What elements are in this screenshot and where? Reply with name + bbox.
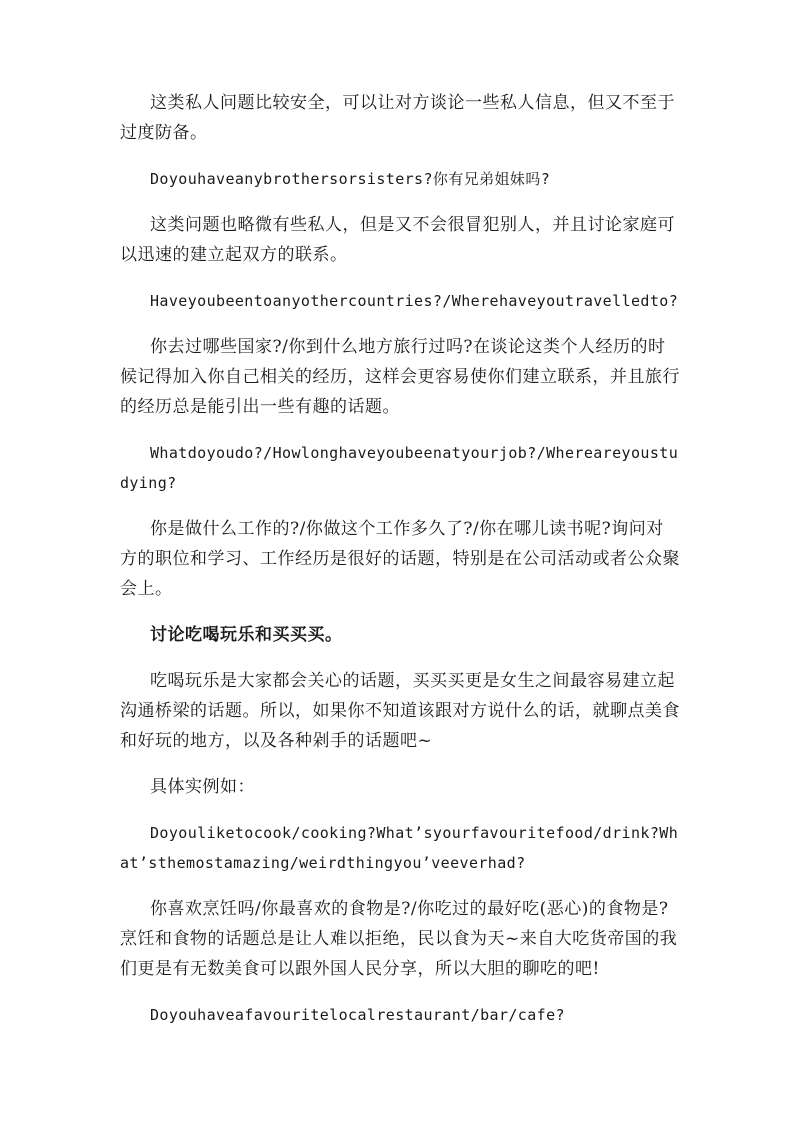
question-job: Whatdoyoudo?/Howlonghaveyoubeenatyourjob?/Whereareyoustudying? [120, 444, 679, 492]
question-travel: Haveyoubeentoanyothercountries?/Wherehaveyoutravelledto? [150, 292, 679, 310]
section-heading: 讨论吃喝玩乐和买买买。 [150, 625, 343, 645]
question-siblings: Doyouhaveanybrothersorsisters?你有兄弟姐妹吗? [150, 170, 551, 188]
paragraph-job: 你是做什么工作的?/你做这个工作多久了?/你在哪儿读书呢?询问对方的职位和学习、工作经历是很好的话题，特别是在公司活动或者公众聚会上。 [120, 519, 680, 599]
paragraph-food-shopping: 吃喝玩乐是大家都会关心的话题，买买买更是女生之间最容易建立起沟通桥梁的话题。所以，如果你不知道该跟对方说什么的话，就聊点美食和好玩的地方，以及各种剁手的话题吧~ [120, 671, 680, 751]
paragraph-travel: 你去过哪些国家?/你到什么地方旅行过吗?在谈论这类个人经历的时候记得加入你自己相关的经历，这样会更容易使你们建立联系，并且旅行的经历总是能引出一些有趣的话题。 [120, 337, 680, 417]
question-cooking: Doyouliketocook/cooking?What’syourfavouritefood/drink?What’sthemostamazing/weirdthingyou’veeverhad? [120, 824, 679, 872]
document-body [120, 88, 680, 1046]
paragraph-examples-label: 具体实例如： [150, 777, 255, 797]
paragraph-family: 这类问题也略微有些私人，但是又不会很冒犯别人，并且讨论家庭可以迅速的建立起双方的联系。 [120, 215, 675, 265]
question-restaurant: Doyouhaveafavouritelocalrestaurant/bar/cafe? [150, 1006, 565, 1024]
paragraph-intro-privacy: 这类私人问题比较安全，可以让对方谈论一些私人信息，但又不至于过度防备。 [120, 93, 675, 143]
paragraph-cooking: 你喜欢烹饪吗/你最喜欢的食物是?/你吃过的最好吃(恶心)的食物是?烹饪和食物的话题总是让人难以拒绝，民以食为天~来自大吃货帝国的我们更是有无数美食可以跟外国人民分享，所以大胆的聊吃的吧! [120, 899, 678, 979]
